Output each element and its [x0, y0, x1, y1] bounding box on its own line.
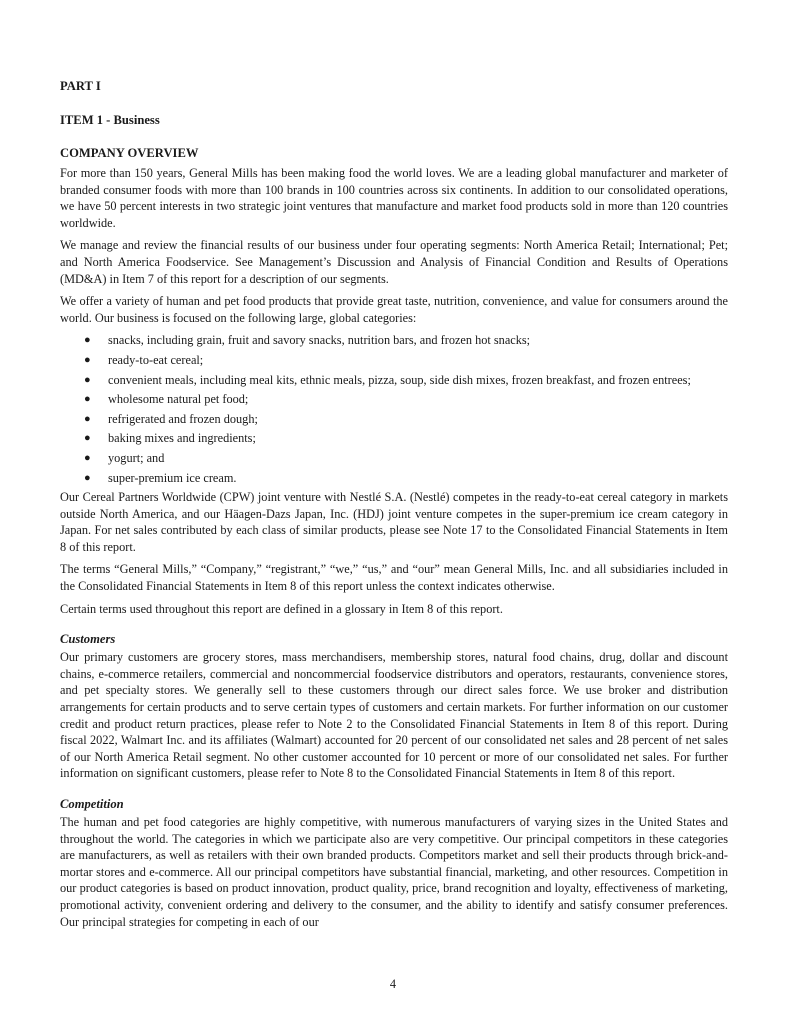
bullet-icon: ●: [84, 451, 91, 464]
competition-paragraph: The human and pet food categories are highly competitive, with numerous manufacturers of varying sizes in the United States and throughout the world. The categories in which we participate also are very competitive. Our principal competitors in these categories are manufacturers, as well as retailers with their own branded products. Competitors market and sell their products through brick-and-mortar stores and e-commerce. All our principal competitors have substantial financial, marketing, and other resources. Competition in our product categories is based on product innovation, product quality, price, brand recognition and loyalty, effectiveness of marketing, promotional activity, convenient ordering and delivery to the consumer, and the ability to identify and satisfy consumer preferences. Our principal strategies for competing in each of our: [60, 815, 728, 929]
bullet-icon: ●: [84, 373, 91, 386]
bullet-icon: ●: [84, 393, 91, 406]
overview-paragraph: For more than 150 years, General Mills has been making food the world loves. We are a leading global manufacturer and marketer of branded consumer foods with more than 100 brands in 100 countries across six continents. In addition to our consolidated operations, we have 50 percent interests in two strategic joint ventures that manufacture and market food products sold in more than 120 countries worldwide.: [60, 166, 728, 230]
segments-paragraph: We manage and review the financial results of our business under four operating segments: North America Retail; International; Pet; and North America Foodservice. See Management’s Discussion and Analysis of Financial Condition and Results of Operations (MD&A) in Item 7 of this report for a description of our segments.: [60, 238, 728, 286]
customers-title: Customers: [60, 632, 116, 647]
list-item: ● super-premium ice cream.: [84, 470, 237, 485]
bullet-icon: ●: [84, 334, 91, 347]
list-item: ● snacks, including grain, fruit and savory snacks, nutrition bars, and frozen hot snacks;: [84, 333, 531, 348]
item-title: ITEM 1 - Business: [60, 113, 160, 127]
bullet-icon: ●: [84, 471, 91, 484]
document-page: [60, 79, 728, 936]
list-item: ● refrigerated and frozen dough;: [84, 411, 258, 426]
list-item: ● baking mixes and ingredients;: [84, 431, 256, 446]
list-item: ● yogurt; and: [84, 450, 165, 465]
competition-title: Competition: [60, 797, 124, 811]
bullet-icon: ●: [84, 353, 91, 366]
terms-paragraph: The terms “General Mills,” “Company,” “registrant,” “we,” “us,” and “our” mean General Mills, Inc. and all subsidiaries included in the Consolidated Financial Statements in Item 8 of this report unless the context indicates otherwise.: [60, 562, 728, 594]
bullet-icon: ●: [84, 432, 91, 445]
glossary-paragraph: Certain terms used throughout this report are defined in a glossary in Item 8 of this report.: [60, 601, 503, 616]
categories-intro-paragraph: We offer a variety of human and pet food products that provide great taste, nutrition, convenience, and value for consumers around the world. Our business is focused on the following large, global categories:: [60, 294, 728, 325]
list-item: ● wholesome natural pet food;: [84, 392, 249, 407]
bullet-icon: ●: [84, 412, 91, 425]
list-item: ● convenient meals, including meal kits, ethnic meals, pizza, soup, side dish mixes, frozen breakfast, and frozen entrees;: [84, 372, 691, 387]
joint-ventures-paragraph: Our Cereal Partners Worldwide (CPW) joint venture with Nestlé S.A. (Nestlé) competes in the ready-to-eat cereal category in markets outside North America, and our Häagen-Dazs Japan, Inc. (HDJ) joint venture competes in the super-premium ice cream category in Japan. For net sales contributed by each class of similar products, please see Note 17 to the Consolidated Financial Statements in Item 8 of this report.: [60, 490, 728, 554]
customers-paragraph: Our primary customers are grocery stores, mass merchandisers, membership stores, natural food chains, drug, dollar and discount chains, e-commerce retailers, commercial and noncommercial foodservice distributors and operators, restaurants, convenience stores, and pet specialty stores. We generally sell to these customers through our direct sales force. We use broker and distribution arrangements for certain products and to serve certain types of customers and certain markets. For further information on our customer credit and product return practices, please refer to Note 2 to the Consolidated Financial Statements in Item 8 of this report. During fiscal 2022, Walmart Inc. and its affiliates (Walmart) accounted for 20 percent of our consolidated net sales and 28 percent of net sales of our North America Retail segment. No other customer accounted for 10 percent or more of our consolidated net sales. For further information on significant customers, please refer to Note 8 to the Consolidated Financial Statements in Item 8 of this report.: [60, 650, 728, 781]
categories-list: [60, 332, 728, 486]
page-number: 4: [389, 977, 397, 991]
part-title: PART I: [60, 79, 101, 93]
list-item: ● ready-to-eat cereal;: [84, 352, 204, 367]
company-overview-title: COMPANY OVERVIEW: [60, 146, 199, 160]
